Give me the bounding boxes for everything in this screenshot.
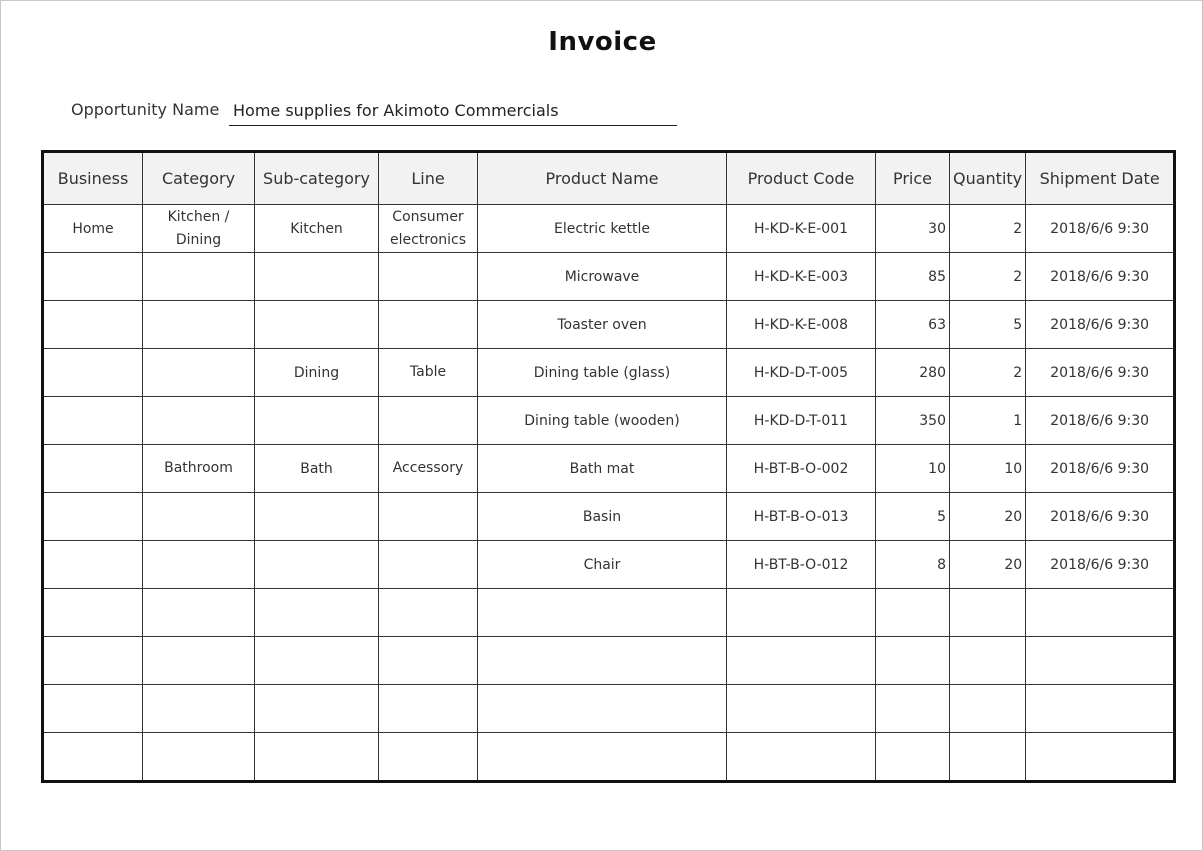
table-row <box>43 541 1175 589</box>
cell-product-name[interactable] <box>478 733 727 782</box>
cell-line[interactable] <box>379 493 478 541</box>
cell-product-name[interactable]: Chair <box>478 541 727 589</box>
cell-shipment-date[interactable] <box>1026 589 1175 637</box>
column-header-shipment-date: Shipment Date <box>1026 152 1175 205</box>
cell-price[interactable]: 8 <box>876 541 950 589</box>
cell-shipment-date[interactable] <box>1026 637 1175 685</box>
column-header-line: Line <box>379 152 478 205</box>
invoice-table <box>41 150 1176 783</box>
cell-business[interactable] <box>43 733 143 782</box>
cell-product-name[interactable]: Dining table (glass) <box>478 349 727 397</box>
cell-line[interactable] <box>379 301 478 349</box>
cell-price[interactable]: 280 <box>876 349 950 397</box>
page-title: Invoice <box>548 27 657 57</box>
cell-line[interactable]: Consumer electronics <box>379 205 478 253</box>
table-row <box>43 397 1175 445</box>
cell-quantity[interactable]: 5 <box>950 301 1026 349</box>
cell-category[interactable] <box>143 349 255 397</box>
cell-product-name[interactable]: Electric kettle <box>478 205 727 253</box>
cell-business[interactable] <box>43 253 143 301</box>
table-row <box>43 445 1175 493</box>
cell-product-code[interactable]: H-KD-K-E-008 <box>727 301 876 349</box>
column-header-sub-category: Sub-category <box>255 152 379 205</box>
cell-line[interactable]: Accessory <box>379 445 478 493</box>
opportunity-name-label: Opportunity Name <box>71 100 220 119</box>
column-header-business: Business <box>43 152 143 205</box>
cell-quantity[interactable]: 2 <box>950 349 1026 397</box>
cell-shipment-date[interactable]: 2018/6/6 9:30 <box>1026 205 1175 253</box>
cell-quantity[interactable]: 2 <box>950 253 1026 301</box>
table-row <box>43 685 1175 733</box>
cell-quantity[interactable]: 20 <box>950 541 1026 589</box>
cell-category[interactable] <box>143 397 255 445</box>
cell-price[interactable]: 5 <box>876 493 950 541</box>
cell-line[interactable] <box>379 637 478 685</box>
column-header-product-code: Product Code <box>727 152 876 205</box>
cell-quantity[interactable]: 10 <box>950 445 1026 493</box>
cell-business[interactable] <box>43 637 143 685</box>
cell-product-code[interactable]: H-BT-B-O-002 <box>727 445 876 493</box>
cell-shipment-date[interactable]: 2018/6/6 9:30 <box>1026 301 1175 349</box>
opportunity-name-field[interactable]: Home supplies for Akimoto Commercials <box>229 99 677 126</box>
cell-quantity[interactable] <box>950 733 1026 782</box>
cell-business[interactable] <box>43 301 143 349</box>
cell-product-name[interactable] <box>478 589 727 637</box>
cell-category[interactable] <box>143 589 255 637</box>
table-row <box>43 589 1175 637</box>
cell-business[interactable] <box>43 685 143 733</box>
cell-sub-category[interactable] <box>255 253 379 301</box>
cell-shipment-date[interactable]: 2018/6/6 9:30 <box>1026 349 1175 397</box>
cell-price[interactable] <box>876 733 950 782</box>
cell-sub-category[interactable] <box>255 301 379 349</box>
cell-quantity[interactable] <box>950 685 1026 733</box>
cell-business[interactable] <box>43 493 143 541</box>
cell-price[interactable]: 350 <box>876 397 950 445</box>
cell-product-code[interactable]: H-KD-K-E-001 <box>727 205 876 253</box>
cell-product-name[interactable]: Basin <box>478 493 727 541</box>
cell-quantity[interactable] <box>950 589 1026 637</box>
cell-category[interactable] <box>143 253 255 301</box>
cell-product-code[interactable] <box>727 733 876 782</box>
cell-shipment-date[interactable]: 2018/6/6 9:30 <box>1026 541 1175 589</box>
cell-product-name[interactable]: Bath mat <box>478 445 727 493</box>
cell-business[interactable] <box>43 541 143 589</box>
table-body <box>43 205 1175 782</box>
cell-line[interactable] <box>379 253 478 301</box>
cell-price[interactable]: 10 <box>876 445 950 493</box>
cell-category[interactable] <box>143 301 255 349</box>
cell-line[interactable] <box>379 397 478 445</box>
cell-product-name[interactable]: Toaster oven <box>478 301 727 349</box>
table-row <box>43 493 1175 541</box>
cell-line[interactable]: Table <box>379 349 478 397</box>
cell-product-code[interactable] <box>727 637 876 685</box>
table-row <box>43 637 1175 685</box>
cell-sub-category[interactable] <box>255 637 379 685</box>
cell-price[interactable]: 63 <box>876 301 950 349</box>
cell-line[interactable] <box>379 685 478 733</box>
cell-category[interactable]: Kitchen / Dining <box>143 205 255 253</box>
cell-shipment-date[interactable]: 2018/6/6 9:30 <box>1026 397 1175 445</box>
cell-product-code[interactable]: H-KD-D-T-005 <box>727 349 876 397</box>
cell-sub-category[interactable] <box>255 397 379 445</box>
cell-sub-category[interactable]: Dining <box>255 349 379 397</box>
table-row <box>43 253 1175 301</box>
cell-shipment-date[interactable]: 2018/6/6 9:30 <box>1026 493 1175 541</box>
cell-product-name[interactable] <box>478 637 727 685</box>
cell-sub-category[interactable] <box>255 541 379 589</box>
cell-product-code[interactable]: H-BT-B-O-013 <box>727 493 876 541</box>
cell-quantity[interactable] <box>950 637 1026 685</box>
cell-category[interactable] <box>143 541 255 589</box>
cell-sub-category[interactable] <box>255 493 379 541</box>
cell-product-code[interactable]: H-KD-K-E-003 <box>727 253 876 301</box>
cell-product-code[interactable] <box>727 589 876 637</box>
cell-product-code[interactable]: H-BT-B-O-012 <box>727 541 876 589</box>
cell-shipment-date[interactable]: 2018/6/6 9:30 <box>1026 253 1175 301</box>
column-header-quantity: Quantity <box>950 152 1026 205</box>
cell-price[interactable]: 30 <box>876 205 950 253</box>
cell-shipment-date[interactable] <box>1026 685 1175 733</box>
cell-quantity[interactable]: 2 <box>950 205 1026 253</box>
table-header-row <box>43 152 1175 205</box>
table-row <box>43 349 1175 397</box>
cell-product-name[interactable]: Microwave <box>478 253 727 301</box>
cell-category[interactable] <box>143 685 255 733</box>
cell-quantity[interactable]: 1 <box>950 397 1026 445</box>
cell-product-code[interactable]: H-KD-D-T-011 <box>727 397 876 445</box>
cell-product-code[interactable] <box>727 685 876 733</box>
cell-price[interactable] <box>876 685 950 733</box>
column-header-product-name: Product Name <box>478 152 727 205</box>
cell-category[interactable] <box>143 637 255 685</box>
cell-quantity[interactable]: 20 <box>950 493 1026 541</box>
cell-business[interactable]: Home <box>43 205 143 253</box>
cell-sub-category[interactable] <box>255 589 379 637</box>
cell-product-name[interactable] <box>478 685 727 733</box>
cell-business[interactable] <box>43 349 143 397</box>
table-row <box>43 301 1175 349</box>
cell-line[interactable] <box>379 541 478 589</box>
cell-category[interactable]: Bathroom <box>143 445 255 493</box>
cell-sub-category[interactable]: Bath <box>255 445 379 493</box>
cell-price[interactable] <box>876 589 950 637</box>
cell-business[interactable] <box>43 397 143 445</box>
cell-category[interactable] <box>143 733 255 782</box>
cell-sub-category[interactable] <box>255 733 379 782</box>
table-row <box>43 205 1175 253</box>
cell-price[interactable]: 85 <box>876 253 950 301</box>
invoice-table-container <box>41 150 1176 783</box>
cell-shipment-date[interactable] <box>1026 733 1175 782</box>
cell-business[interactable] <box>43 589 143 637</box>
cell-business[interactable] <box>43 445 143 493</box>
column-header-price: Price <box>876 152 950 205</box>
cell-shipment-date[interactable]: 2018/6/6 9:30 <box>1026 445 1175 493</box>
table-row <box>43 733 1175 782</box>
cell-product-name[interactable]: Dining table (wooden) <box>478 397 727 445</box>
cell-sub-category[interactable] <box>255 685 379 733</box>
cell-sub-category[interactable]: Kitchen <box>255 205 379 253</box>
cell-price[interactable] <box>876 637 950 685</box>
cell-line[interactable] <box>379 589 478 637</box>
cell-line[interactable] <box>379 733 478 782</box>
cell-category[interactable] <box>143 493 255 541</box>
column-header-category: Category <box>143 152 255 205</box>
